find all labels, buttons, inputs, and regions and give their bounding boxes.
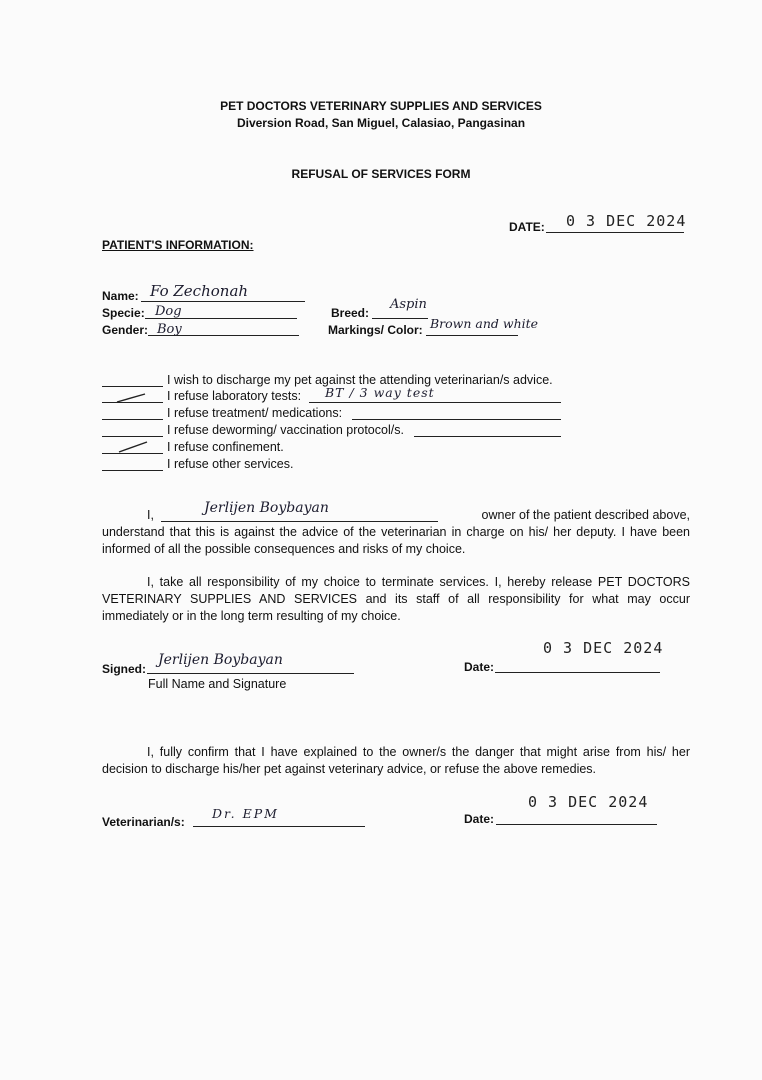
confirmation-date-line bbox=[496, 824, 657, 825]
statement-i: I, bbox=[147, 508, 154, 522]
breed-line bbox=[372, 318, 428, 319]
date-line bbox=[546, 232, 684, 233]
owner-name: Jerlijen Boybayan bbox=[204, 500, 329, 516]
option-detail-line bbox=[352, 419, 561, 420]
check-mark-icon bbox=[115, 392, 147, 404]
veterinarian-label: Veterinarian/s: bbox=[102, 815, 185, 829]
option-text: I refuse other services. bbox=[167, 457, 294, 471]
veterinarian-line bbox=[193, 826, 365, 827]
name-value: Fo Zechonah bbox=[150, 282, 249, 300]
option-detail-line bbox=[414, 436, 561, 437]
confirmation-paragraph: I, fully confirm that I have explained to the owner/s the danger that might arise from his/ her decision to discharge his/her pet against veterinary advice, or refuse the above remedies. bbox=[102, 745, 690, 776]
specie-value: Dog bbox=[155, 304, 182, 319]
option-text: I refuse confinement. bbox=[167, 440, 284, 454]
statement-line1-end: owner of the patient described above, bbox=[481, 508, 690, 522]
gender-value: Boy bbox=[157, 322, 182, 337]
signature-line bbox=[147, 673, 354, 674]
option-text: I refuse treatment/ medications: bbox=[167, 406, 343, 420]
option-blank[interactable] bbox=[102, 419, 163, 420]
option-text: I refuse deworming/ vaccination protocol/s. bbox=[167, 423, 404, 437]
clinic-name: PET DOCTORS VETERINARY SUPPLIES AND SERVICES bbox=[220, 99, 542, 113]
date-stamp: 0 3 DEC 2024 bbox=[566, 212, 687, 230]
statement-paragraph-2: I, take all responsibility of my choice to terminate services. I, hereby release PET DOCTORS VETERINARY SUPPLIES AND SERVICES and its staff of all responsibility for what may occur immediately or in the long term resulting of my choice. bbox=[102, 575, 690, 623]
signature-date-stamp: 0 3 DEC 2024 bbox=[543, 639, 664, 657]
breed-value: Aspin bbox=[390, 297, 427, 312]
signature-caption: Full Name and Signature bbox=[148, 677, 287, 691]
signature-value: Jerlijen Boybayan bbox=[158, 652, 283, 668]
option-blank[interactable] bbox=[102, 470, 163, 471]
option-detail-line bbox=[309, 402, 561, 403]
name-label: Name: bbox=[102, 289, 139, 303]
check-mark-icon bbox=[117, 440, 149, 454]
markings-line bbox=[426, 335, 518, 336]
signature-date-label: Date: bbox=[464, 660, 495, 674]
confirmation-date-stamp: 0 3 DEC 2024 bbox=[528, 793, 649, 811]
specie-label: Specie: bbox=[102, 306, 145, 320]
option-detail: BT / 3 way test bbox=[325, 385, 435, 400]
form-title: REFUSAL OF SERVICES FORM bbox=[291, 167, 471, 181]
date-label: DATE: bbox=[509, 220, 545, 234]
name-line bbox=[141, 301, 305, 302]
option-blank[interactable] bbox=[102, 436, 163, 437]
patient-info-heading: PATIENT'S INFORMATION: bbox=[102, 238, 254, 252]
option-text: I wish to discharge my pet against the attending veterinarian/s advice. bbox=[167, 373, 553, 387]
markings-label: Markings/ Color: bbox=[328, 323, 423, 337]
statement-paragraph-1: understand that this is against the advice of the veterinarian in charge on his/ her deputy. I have been informed of all the possible consequences and risks of my choice. bbox=[102, 525, 690, 556]
signature-date-line bbox=[495, 672, 660, 673]
clinic-address: Diversion Road, San Miguel, Calasiao, Pangasinan bbox=[236, 116, 526, 130]
breed-label: Breed: bbox=[331, 306, 370, 320]
confirmation-date-label: Date: bbox=[464, 812, 495, 826]
gender-label: Gender: bbox=[102, 323, 149, 337]
owner-name-line bbox=[161, 521, 438, 522]
signed-label: Signed: bbox=[102, 662, 146, 676]
option-blank[interactable] bbox=[102, 386, 163, 387]
markings-value: Brown and white bbox=[430, 316, 539, 331]
option-text: I refuse laboratory tests: bbox=[167, 389, 302, 403]
veterinarian-value: Dr. EPM bbox=[212, 806, 279, 821]
